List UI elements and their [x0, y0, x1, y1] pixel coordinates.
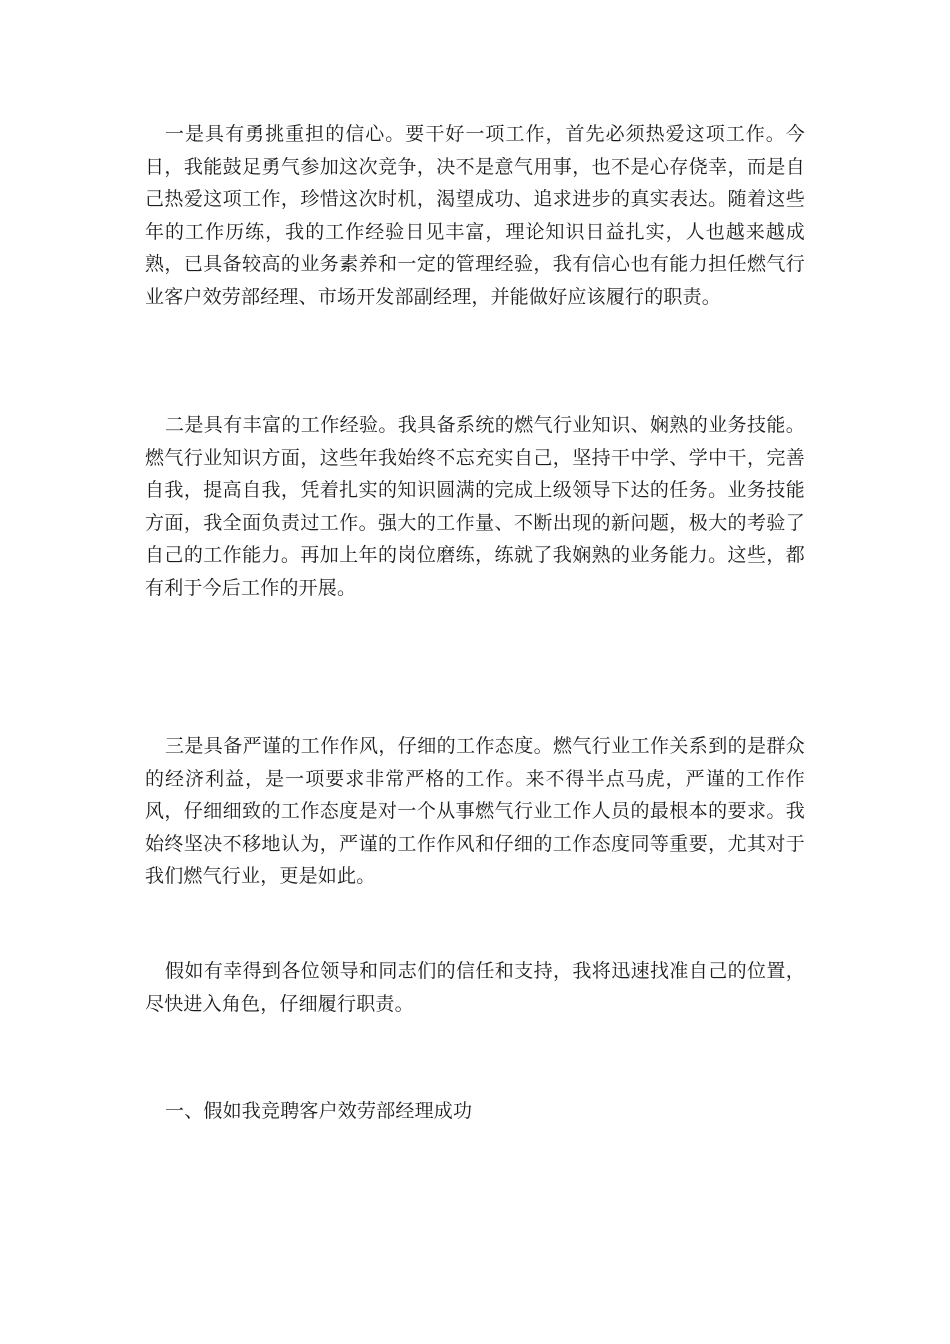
section-heading: 一、假如我竞聘客户效劳部经理成功: [165, 1100, 473, 1122]
paragraph-experience: 二是具有丰富的工作经验。我具备系统的燃气行业知识、娴熟的业务技能。燃气行业知识方面，这些年我始终不忘充实自己，坚持干中学、学中干，完善自我，提高自我，凭着扎实的知识圆满的完成上级领导下达的任务。业务技能方面，我全面负责过工作。强大的工作量、不断出现的新问题，极大的考验了自己的工作能力。再加上年的岗位磨练，练就了我娴熟的业务能力。这些，都有利于今后工作的开展。: [145, 414, 805, 599]
paragraph-work-style: 三是具备严谨的工作作风，仔细的工作态度。燃气行业工作关系到的是群众的经济利益，是一项要求非常严格的工作。来不得半点马虎，严谨的工作作风，仔细细致的工作态度是对一个从事燃气行业工作人员的最根本的要求。我始终坚决不移地认为，严谨的工作作风和仔细的工作态度同等重要，尤其对于我们燃气行业，更是如此。: [145, 735, 805, 887]
paragraph-commitment: 假如有幸得到各位领导和同志们的信任和支持，我将迅速找准自己的位置，尽快进入角色，仔细履行职责。: [145, 960, 805, 1015]
paragraph-confidence: 一是具有勇挑重担的信心。要干好一项工作，首先必须热爱这项工作。今日，我能鼓足勇气参加这次竞争，决不是意气用事，也不是心存侥幸，而是自己热爱这项工作，珍惜这次时机，渴望成功、追求进步的真实表达。随着这些年的工作历练，我的工作经验日见丰富，理论知识日益扎实，人也越来越成熟，已具备较高的业务素养和一定的管理经验，我有信心也有能力担任燃气行业客户效劳部经理、市场开发部副经理，并能做好应该履行的职责。: [145, 123, 805, 308]
